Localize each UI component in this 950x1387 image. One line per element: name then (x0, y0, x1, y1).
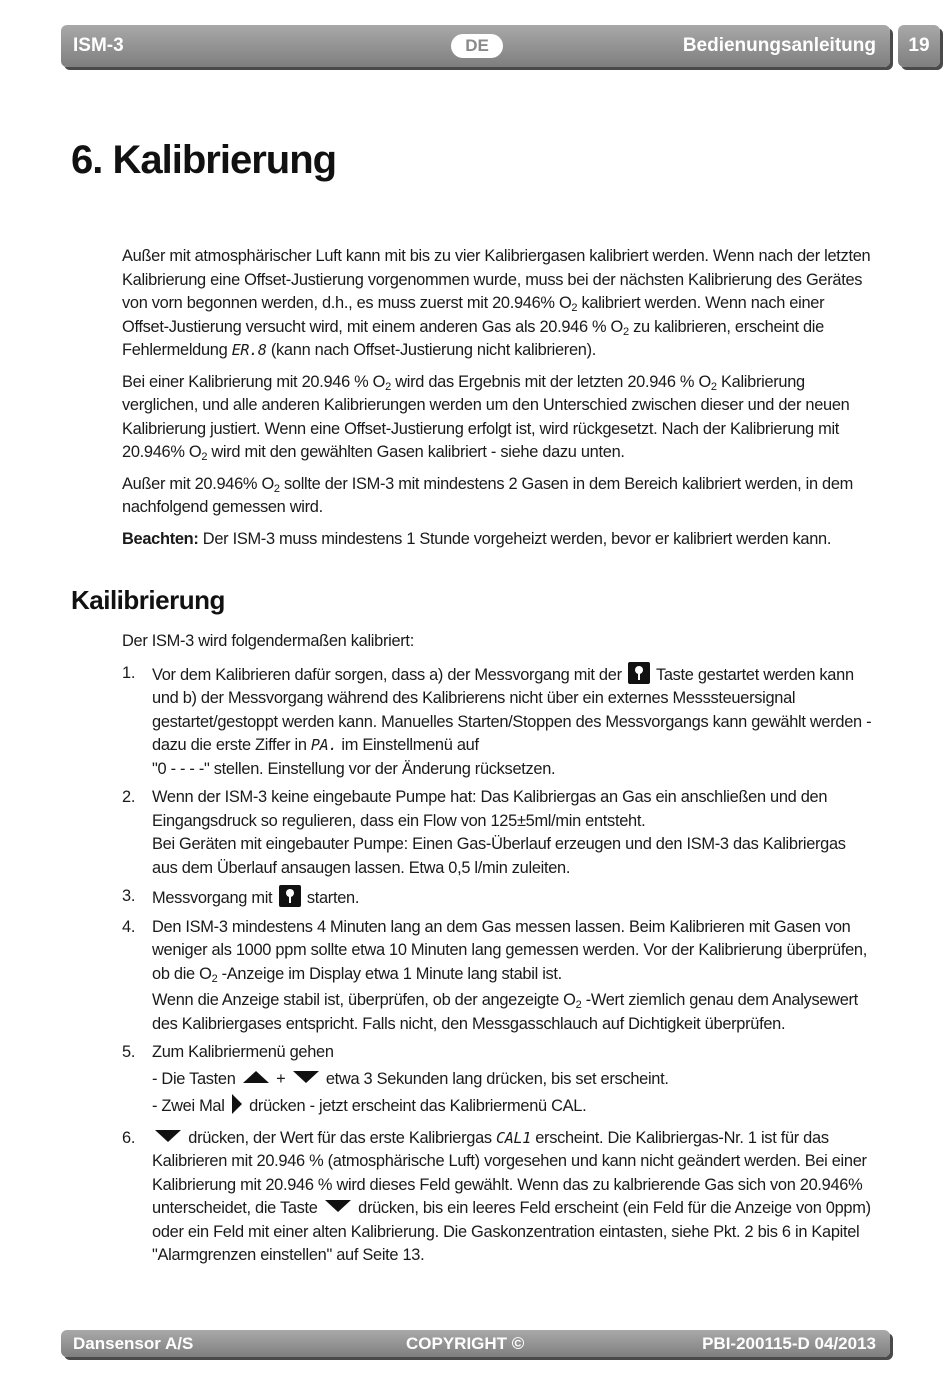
arrow-right-icon (232, 1094, 242, 1114)
arrow-down-icon (293, 1071, 319, 1083)
steps-list (122, 662, 874, 1268)
intro-paragraph-3: Außer mit 20.946% $O_2$ sollte der ISM-3 mit mindestens 2 Gasen in dem Bereich kalibriert werden, in dem nachfolgend gemessen wird. (122, 474, 854, 516)
arrow-down-icon (155, 1130, 181, 1142)
list-item: 6. drücken, der Wert für das erste Kalibriergas CAL1 erscheint. Die Kalibriergas-Nr. 1 ist für das Kalibrieren mit 20.946 % (atmosphärische Luft) vorgesehen und kann nicht geändert werden. Bei einer Kalibrierung mit 20.946 % wird dieses Feld gewählt. Wenn das zu kalbrierende Gas sich von 20.946% unterscheidet, die Taste drücken, bis ein leeres Feld erscheint (ein Feld für die Anzeige von 0ppm) oder ein Feld mit einer alten Kalibrierung. Die Gaskonzentration eintasten, siehe Pkt. 2 bis 6 in Kapitel "Alarmgrenzen einstellen" auf Seite 13. (122, 1128, 871, 1264)
note-paragraph: Beachten: Der ISM-3 muss mindestens 1 Stunde vorgeheizt werden, bevor er kalibriert werden kann. (122, 529, 832, 548)
intro-paragraph-1: Außer mit atmosphärischer Luft kann mit bis zu vier Kalibriergasen kalibriert werden. Wenn nach der letzten Kalibrierung eine Offset-Justierung vorgenommen wurde, muss bei der nächsten Kalibrierung des Gerätes von vorn begonnen werden, d.h., es muss zuerst mit 20.946% $O_2$ kalibriert werden. Wenn nach einer Offset-Justierung versucht wird, mit einem anderen Gas als 20.946 % $O_2$ zu kalibrieren, erscheint die Fehlermeldung ER.8 (kann nach Offset-Justierung nicht kalibrieren). (122, 247, 871, 359)
header-bar (61, 25, 890, 67)
key-icon (628, 662, 650, 684)
footer-copyright: COPYRIGHT © (406, 1333, 525, 1353)
language-badge: DE (451, 34, 503, 58)
list-item: 2. Wenn der ISM-3 keine eingebaute Pumpe hat: Das Kalibriergas an Gas ein anschließen und den Eingangsdruck so regulieren, dass ein Flow von 125±5ml/min entsteht. Bei Geräten mit eingebauter Pumpe: Einen Gas-Überlauf erzeugen und den ISM-3 das Kalibriergas aus dem Überlauf ansaugen lassen. Etwa 0,5 l/min zuleiten. (122, 788, 846, 877)
list-item: 4. Den ISM-3 mindestens 4 Minuten lang an dem Gas messen lassen. Beim Kalibrieren mit Gasen von weniger als 1000 ppm sollte etwa 10 Minuten lang gemessen werden. Vor der Kalibrierung überprüfen, ob die $O_2$ -Anzeige im Display etwa 1 Minute lang stabil ist. Wenn die Anzeige stabil ist, überprüfen, ob der angezeigte $O_2$ -Wert ziemlich genau dem Analysewert des Kalibriergases entspricht. Falls nicht, den Messgasschlauch auf Dichtigkeit überprüfen. (122, 917, 867, 1033)
list-item: 1. Vor dem Kalibrieren dafür sorgen, dass a) der Messvorgang mit der Taste gestartet werden kann und b) der Messvorgang während des Kalibrierens nicht über ein externes Messsteuersignal gestartet/gestoppt werden kann. Manuelles Starten/Stoppen des Messvorgangs kann gewählt werden - dazu die erste Ziffer in PA. im Einstellmenü auf "0 - - - -" stellen. Einstellung vor der Änderung rücksetzen. (122, 663, 872, 778)
list-item: 3. Messvorgang mit starten. (122, 887, 360, 907)
key-icon (279, 885, 301, 907)
header-doc-title: Bedienungsanleitung (682, 35, 876, 56)
calibration-section (122, 630, 874, 1273)
header-product: ISM-3 (73, 35, 124, 56)
page-title: 6. Kalibrierung (71, 138, 337, 182)
section-lead: Der ISM-3 wird folgendermaßen kalibriert: (122, 632, 414, 650)
footer-bar (61, 1330, 890, 1357)
note-label: Beachten: (122, 529, 199, 548)
intro-section (122, 245, 874, 559)
error-code: ER.8 (231, 341, 267, 359)
page-number: 19 (898, 25, 940, 67)
footer-company: Dansensor A/S (73, 1333, 194, 1353)
intro-paragraph-2: Bei einer Kalibrierung mit 20.946 % $O_2$ wird das Ergebnis mit der letzten 20.946 % $O_2$ Kalibrierung verglichen, und alle anderen Kalibrierungen werden um den Unterschied zwischen dieser und der neuen Kalibrierung justiert. Wenn eine Offset-Justierung erfolgt ist, wird rückgesetzt. Nach der Kalibrierung mit 20.946% $O_2$ wird mit den gewählten Gasen kalibriert - siehe dazu unten. (122, 372, 850, 463)
footer-doc-id: PBI-200115-D 04/2013 (702, 1333, 876, 1353)
arrow-up-icon (243, 1071, 269, 1083)
arrow-down-icon (325, 1200, 351, 1212)
list-item: 5. Zum Kalibriermenü gehen - Die Tasten + etwa 3 Sekunden lang drücken, bis set erscheint. - Zwei Mal drücken - jetzt erscheint das Kalibriermenü CAL. (122, 1043, 669, 1115)
section-heading: Kailibrierung (71, 585, 225, 615)
